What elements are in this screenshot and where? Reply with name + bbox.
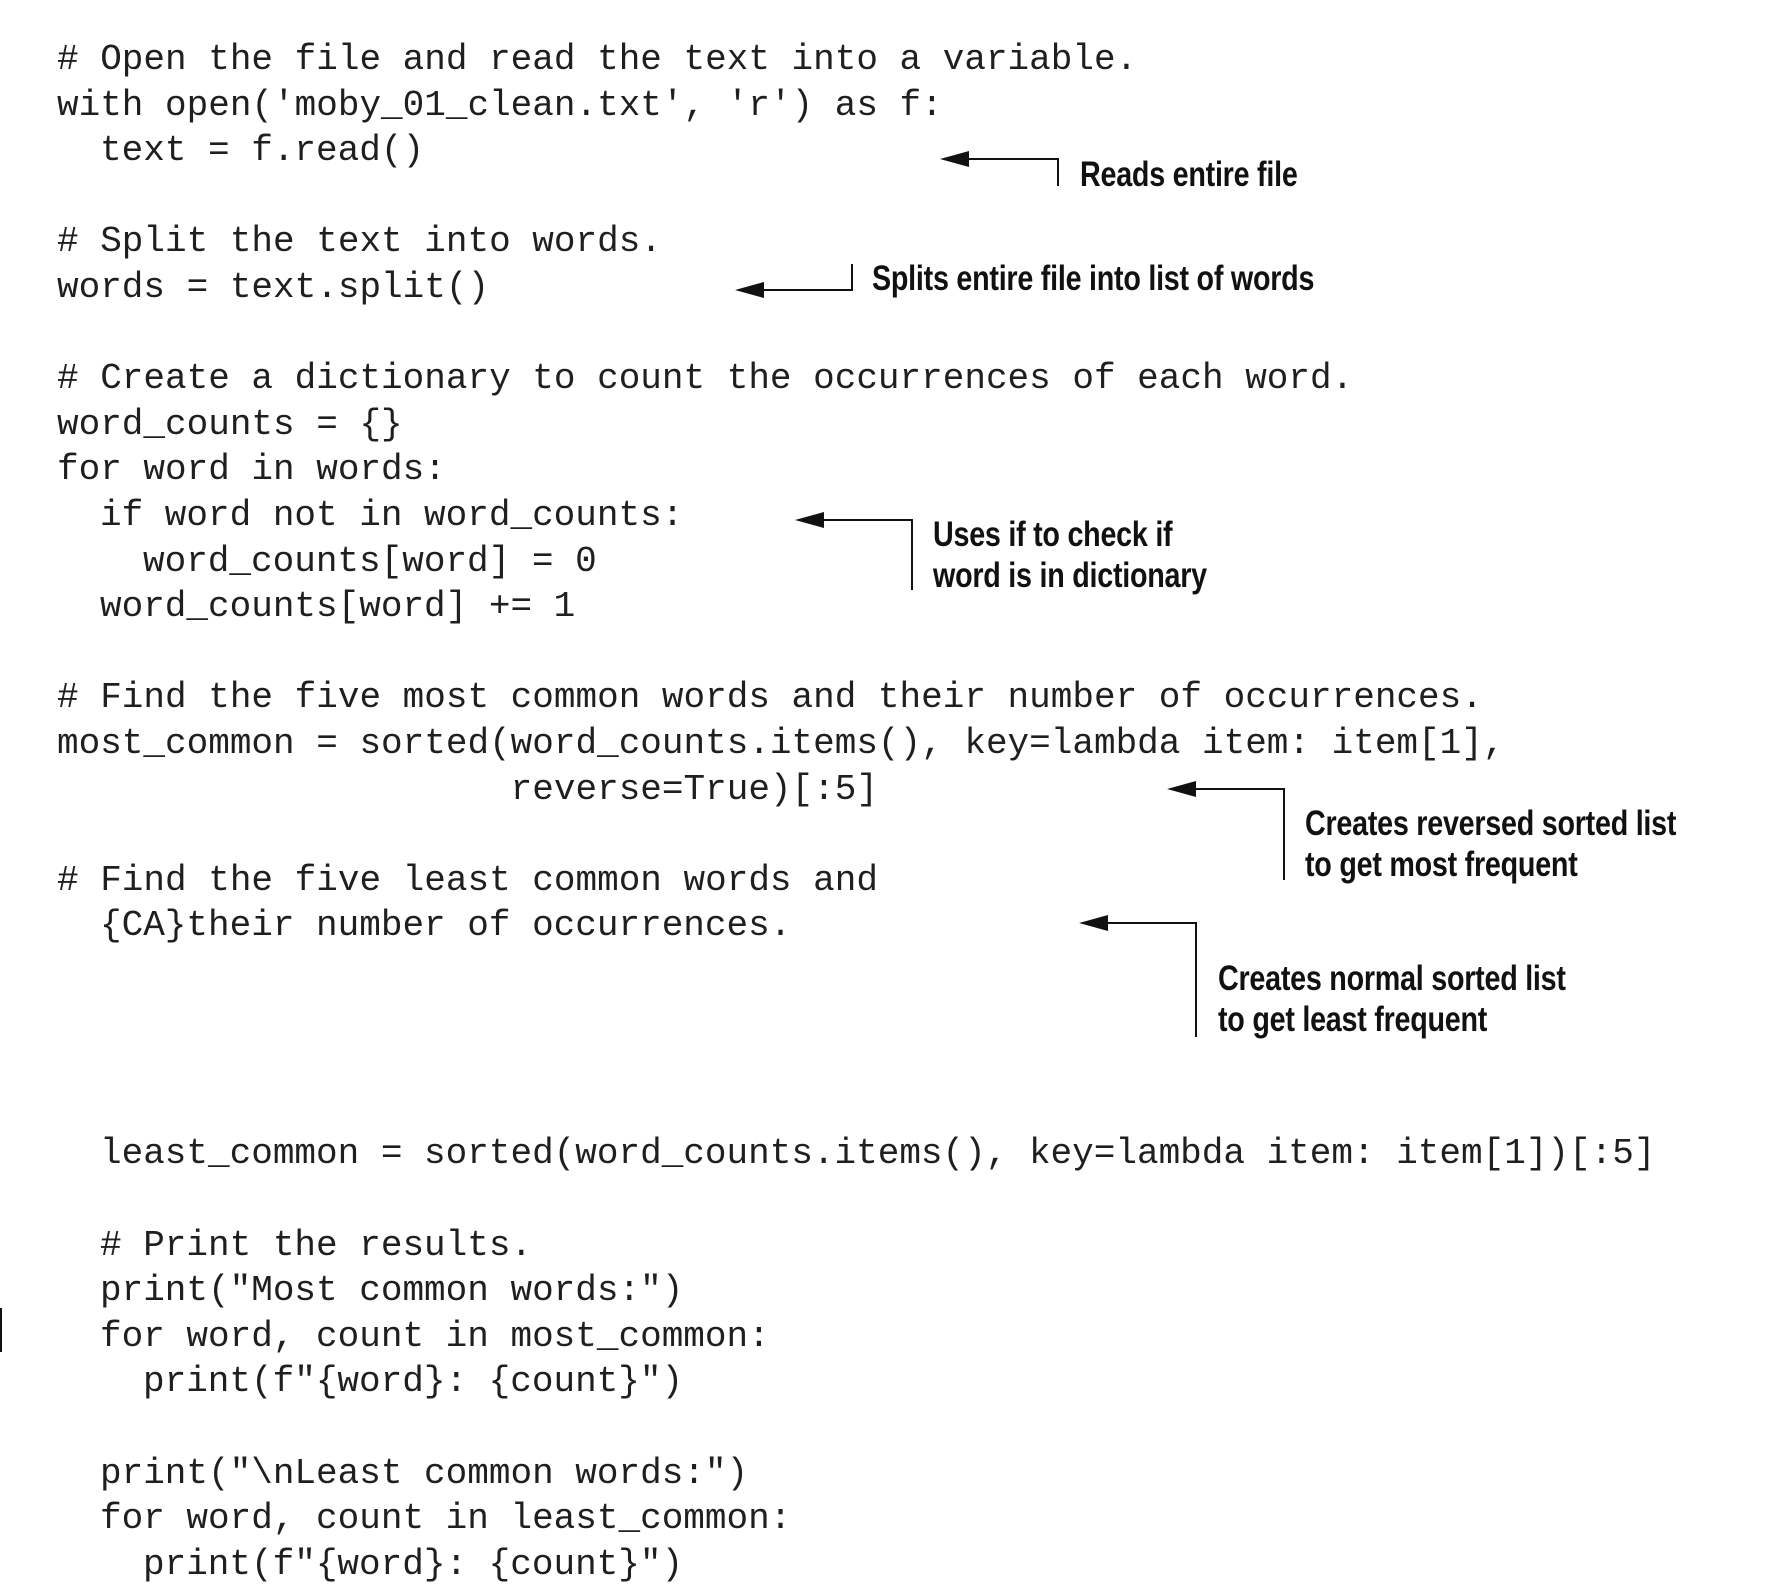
callout-arrow-normal-sort (1079, 915, 1196, 1037)
code-line: print(f"{word}: {count}") (143, 1543, 684, 1585)
annotation-line: Creates normal sorted list (1218, 959, 1566, 998)
annotation-line: word is in dictionary (933, 556, 1207, 595)
code-line: word_counts[word] = 0 (143, 540, 597, 582)
annotation-normal-sorted-list (1218, 958, 1566, 1040)
code-line: most_common = sorted(word_counts.items(), key=lambda item: item[1], (57, 723, 1505, 764)
callout-arrow-reversed-sort (1167, 781, 1284, 880)
code-line: for word, count in least_common: (100, 1498, 792, 1540)
annotation-line: Reads entire file (1080, 155, 1298, 194)
annotation-line: Splits entire file into list of words (872, 259, 1315, 298)
annotation-reversed-sorted-list (1305, 803, 1676, 885)
annotation-splits-into-words (872, 258, 1314, 299)
code-line: words = text.split() (57, 267, 490, 308)
annotation-line: to get most frequent (1305, 845, 1578, 884)
code-line: if word not in word_counts: (100, 495, 684, 536)
code-line: print(f"{word}: {count}") (143, 1361, 684, 1403)
callout-arrow-splits-words (735, 264, 852, 298)
callout-arrow-uses-if (795, 512, 912, 590)
annotation-line: to get least frequent (1218, 1000, 1488, 1039)
code-line: word_counts = {} (57, 403, 403, 445)
code-line: word_counts[word] += 1 (100, 586, 576, 628)
code-line: # Print the results. (100, 1224, 533, 1266)
annotation-line: Creates reversed sorted list (1305, 804, 1677, 843)
code-line: for word in words: (57, 449, 446, 491)
code-line: reverse=True)[:5] (57, 768, 878, 810)
code-line: print("\nLeast common words:") (100, 1452, 749, 1494)
code-line: for word, count in most_common: (100, 1315, 770, 1357)
annotation-line: Uses if to check if (933, 515, 1173, 554)
code-line: # Open the file and read the text into a variable. (57, 39, 1138, 80)
code-line: {CA}their number of occurrences. (100, 905, 792, 947)
code-line: # Split the text into words. (57, 221, 662, 263)
code-line: text = f.read() (100, 130, 425, 172)
margin-edge-mark (0, 1308, 2, 1352)
annotation-reads-entire-file (1080, 154, 1298, 195)
code-line: # Find the five least common words and (57, 859, 878, 901)
code-line: with open('moby_01_clean.txt', 'r') as f: (57, 84, 943, 126)
callout-arrow-reads-file (940, 151, 1058, 186)
code-line: # Create a dictionary to count the occurrences of each word. (57, 358, 1354, 400)
code-line: least_common = sorted(word_counts.items(), key=lambda item: item[1])[:5] (100, 1133, 1656, 1175)
code-line: # Find the five most common words and their number of occurrences. (57, 677, 1483, 719)
code-line: print("Most common words:") (100, 1270, 684, 1312)
annotation-uses-if-check (933, 514, 1207, 596)
